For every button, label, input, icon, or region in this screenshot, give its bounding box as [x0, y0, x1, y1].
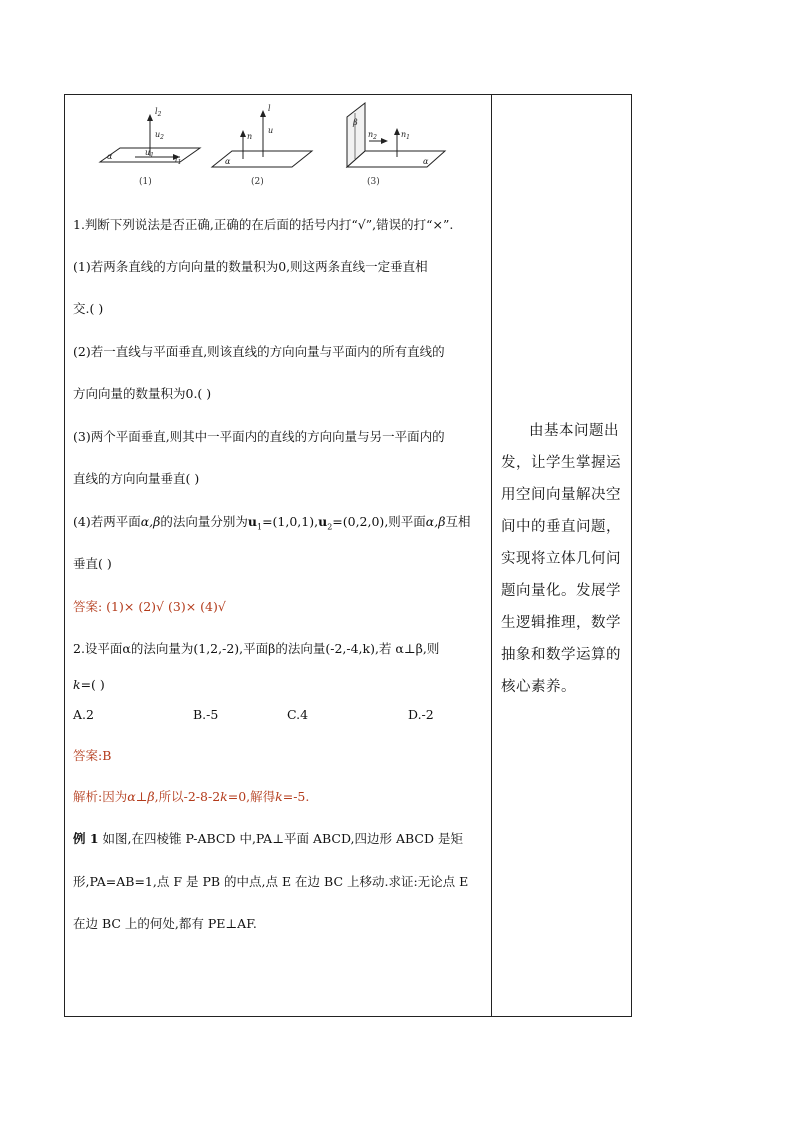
q1-item4-line2: 垂直( )	[73, 556, 112, 571]
q1-answer: 答案: (1)× (2)√ (3)× (4)√	[73, 599, 226, 614]
figure-caption-1: (1)	[139, 177, 152, 187]
figure-1	[100, 107, 200, 166]
svg-text:α: α	[107, 152, 113, 161]
svg-text:α: α	[423, 157, 429, 166]
example1-line3: 在边 BC 上的何处,都有 PE⊥AF.	[73, 916, 257, 931]
example1-text-a: 如图,在四棱锥 P-ABCD 中,PA⊥平面 ABCD,四边形 ABCD 是矩	[102, 831, 463, 846]
q2-explanation	[73, 787, 309, 805]
svg-text:u1: $u_1$	[145, 148, 154, 159]
q2-explanation-mid: ,所以-2-8-2	[154, 789, 221, 804]
q2-option-b: B.-5	[193, 707, 219, 722]
figure-caption-3: (3)	[367, 177, 380, 187]
q1-vector-u2-value: =(0,2,0),则平面	[332, 514, 426, 529]
q1-item4-alpha-beta: α,β	[140, 514, 161, 529]
svg-text:l: l	[268, 104, 271, 113]
fig1-l2-label: $l_2$	[155, 107, 162, 118]
q1-instruction: 1.判断下列说法是否正确,正确的在后面的括号内打“√”,错误的打“×”.	[73, 217, 454, 232]
q1-item4-pre: (4)若两平面	[73, 514, 141, 529]
svg-text:n2: $n_2$	[368, 130, 377, 141]
q1-vector-u1-sub: 1	[256, 522, 263, 532]
q2-option-c: C.4	[287, 707, 309, 722]
q2-stem-rest: =( )	[80, 677, 105, 692]
q1-item3-line2: 直线的方向向量垂直( )	[73, 471, 200, 486]
q1-vector-u1: u	[247, 514, 257, 529]
q1-item4-end: 互相	[445, 514, 471, 529]
q1-item1-line1: (1)若两条直线的方向向量的数量积为0,则这两条直线一定垂直相	[73, 259, 428, 274]
figure-3	[347, 103, 445, 167]
q2-explanation-k: k	[220, 789, 228, 804]
q1-item1-line2: 交.( )	[73, 301, 104, 316]
lesson-table	[64, 94, 632, 1017]
q1-item4-alpha-beta-2: α,β	[425, 514, 446, 529]
q2-option-a: A.2	[73, 707, 94, 722]
example1-line2: 形,PA=AB=1,点 F 是 PB 的中点,点 E 在边 BC 上移动.求证:无论点 E	[73, 874, 469, 889]
svg-text:α: α	[225, 157, 231, 166]
svg-text:n1: $n_1$	[401, 130, 410, 141]
figure-caption-2: (2)	[251, 177, 264, 187]
q2-stem-line1: 2.设平面α的法向量为(1,2,-2),平面β的法向量(-2,-4,k),若 α⊥β,则	[73, 641, 440, 656]
figure-2	[212, 104, 312, 167]
q2-option-d: D.-2	[408, 707, 434, 722]
q1-item2-line1: (2)若一直线与平面垂直,则该直线的方向向量与平面内的所有直线的	[73, 344, 445, 359]
q1-vector-u1-value: =(1,0,1),	[262, 514, 319, 529]
q2-stem-line2	[73, 677, 105, 692]
svg-text:β: β	[353, 118, 358, 127]
q2-explanation-cond: α⊥β	[127, 789, 155, 804]
design-note-text	[501, 415, 627, 703]
q1-vector-u2-sub: 2	[327, 522, 333, 532]
q1-vector-u2: u	[318, 514, 328, 529]
q2-explanation-end: =-5.	[282, 789, 310, 804]
q2-explanation-k2: k	[275, 789, 283, 804]
design-note-body: 由基本问题出发，让学生掌握运用空间向量解决空间中的垂直问题，实现将立体几何问题向量化。发展学生逻辑推理，数学抽象和数学运算的核心素养。	[501, 423, 621, 695]
q2-explanation-eq: =0,解得	[227, 789, 276, 804]
q1-item4-mid: 的法向量分别为	[160, 514, 248, 529]
q2-k-variable: k	[73, 677, 81, 692]
design-note-cell	[492, 95, 632, 1016]
q1-item4-line1	[73, 512, 470, 532]
svg-text:l1: $l_1$	[175, 155, 182, 166]
q1-item2-line2: 方向向量的数量积为0.( )	[73, 386, 212, 401]
q2-answer: 答案:B	[73, 748, 112, 763]
example1-label: 例 1	[73, 831, 99, 846]
svg-text:u: u	[268, 126, 274, 135]
svg-text:u2: $u_2$	[155, 130, 164, 141]
q2-explanation-pre: 解析:因为	[73, 789, 128, 804]
q1-item3-line1: (3)两个平面垂直,则其中一平面内的直线的方向向量与另一平面内的	[73, 429, 445, 444]
svg-text:n: n	[247, 132, 253, 141]
example1-line1	[73, 829, 463, 847]
